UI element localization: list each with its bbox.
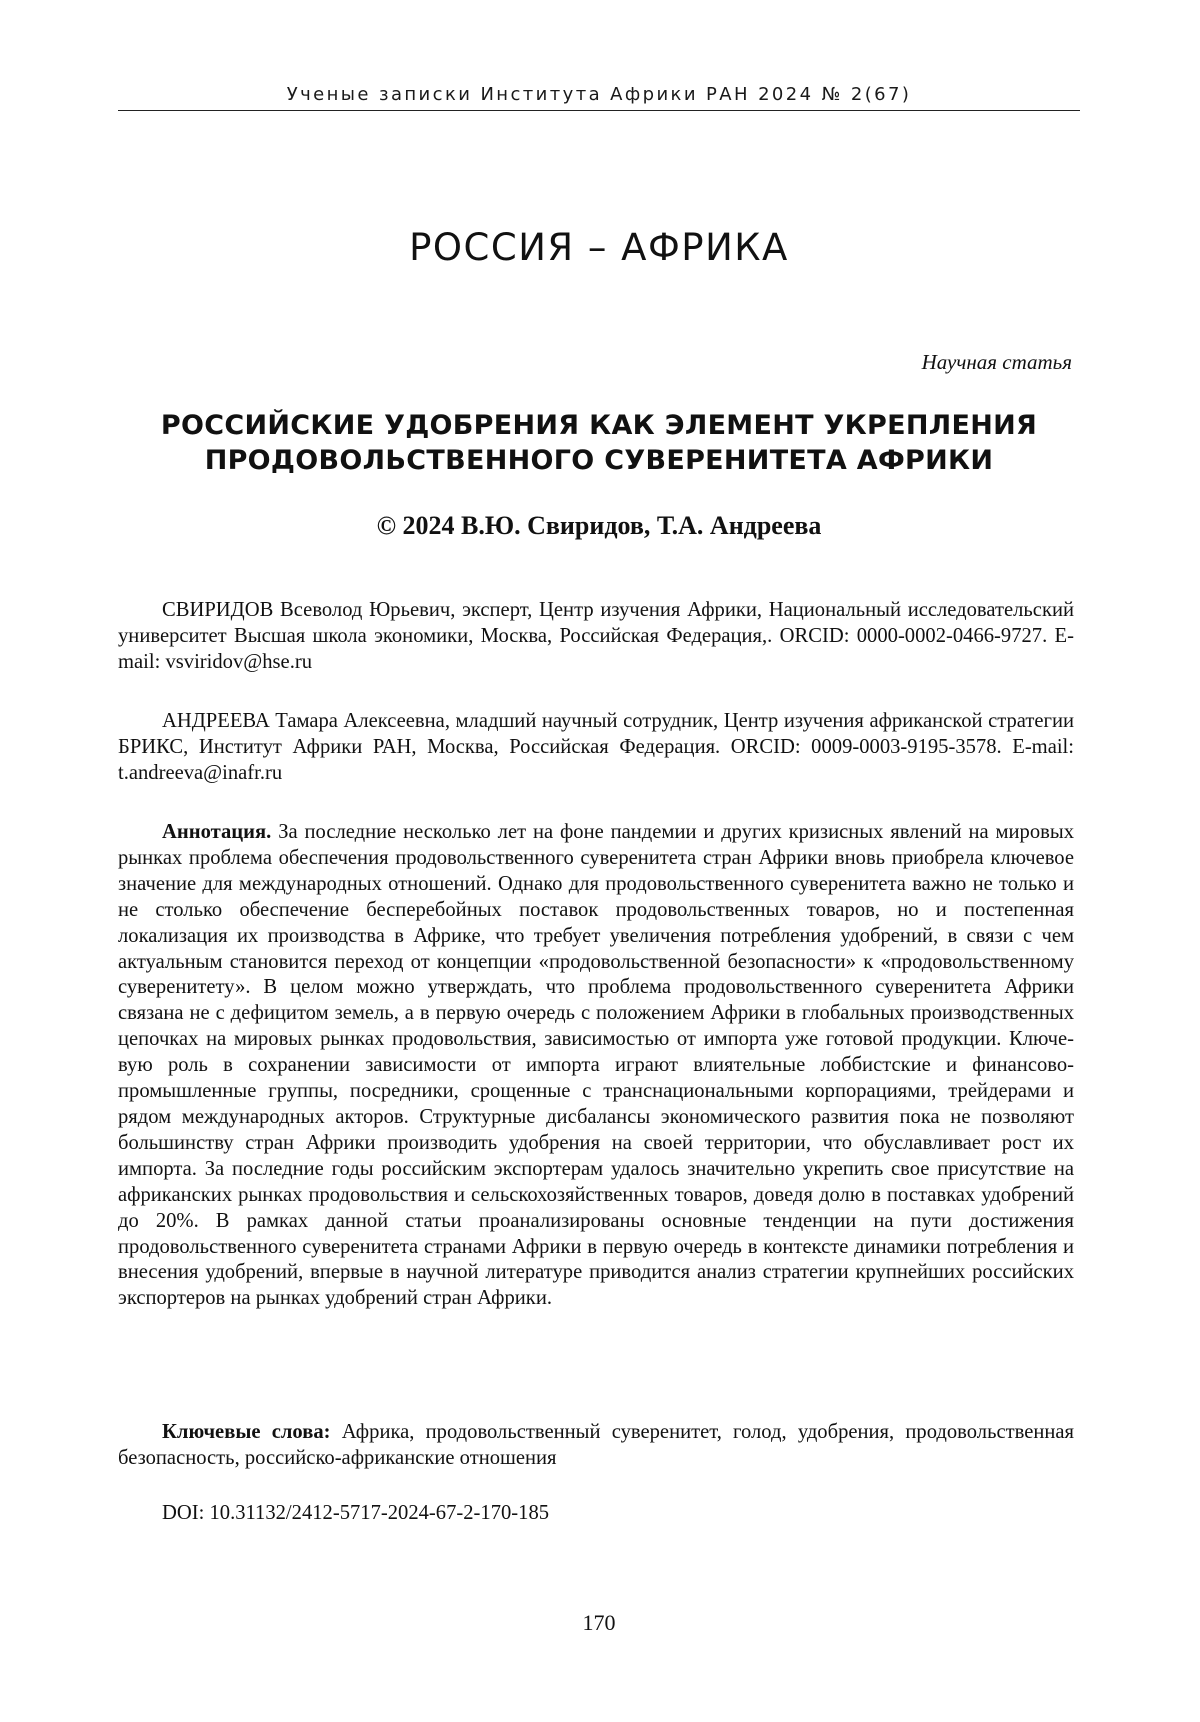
article-title: [118, 408, 1080, 478]
author-info-sviridov: СВИРИДОВ Всеволод Юрьевич, эксперт, Центр изучения Африки, Национальный исследовательский университет Высшая школа экономики, Москва, Российская Федерация,. ORCID: 0000-0002-0466-9727. E-mail: vsviridov@hse.ru: [118, 599, 1074, 673]
article-title-line-2: ПРОДОВОЛЬСТВЕННОГО СУВЕРЕНИТЕТА АФРИКИ: [204, 445, 994, 476]
abstract: [118, 820, 1074, 1312]
article-title-line-1: РОССИЙСКИЕ УДОБРЕНИЯ КАК ЭЛЕМЕНТ УКРЕПЛЕНИЯ: [160, 410, 1038, 441]
keywords-label: Ключевые слова:: [162, 1421, 331, 1443]
authors-line: © 2024 В.Ю. Свиридов, Т.А. Андреева: [376, 511, 822, 540]
abstract-label: Аннотация.: [162, 821, 272, 843]
doi: DOI: 10.31132/2412-5717-2024-67-2-170-185: [162, 1502, 550, 1524]
keywords-text: Африка, продовольственный суверенитет, голод, удобрения, продовольственная безопасность, российско-африканские отношения: [118, 1421, 1074, 1469]
header-rule: [118, 110, 1080, 111]
abstract-text: За последние несколько лет на фоне пандемии и других кризисных явлений на мировых рынках проблема обеспечения продовольственного суверенитета стран Африки вновь приобрела ключевое значение для международных отношений. Однако для продовольственного суверенитета важно не только и не столько обеспечение бесперебойных поставок продовольственных товаров, но и постепенная локализация их производства в Африке, что требует увеличения потребления удобрений, в связи с чем актуальным становится переход от концепции «продовольственной безопасности» к «продовольственному суверенитету». В целом можно утверждать, что проблема продовольственного суверенитета Африки связана не с дефицитом земель, а в первую очередь с положением Африки в глобальных производственных цепочках на мировых рынках продовольствия, зависимостью от импорта уже готовой продукции. Ключевую роль в сохранении зависимости от импорта играют влиятельные лоббистские и финансово-промышленные группы, посредники, срощенные с транснациональными корпорациями, трейдерами и рядом международных акторов. Структурные дисбалансы экономического развития пока не позволяют большинству стран Африки производить удобрения на своей территории, что обуславливает рост их импорта. За последние годы российским экспортерам удалось значительно укрепить свое присутствие на африканских рынках продовольствия и сельскохозяйственных товаров, доведя долю в поставках удобрений до 20%. В рамках данной статьи проанализированы основные тенденции на пути достижения продовольственного суверенитета странами Африки в первую очередь в контексте динамики потребления и внесения удобрений, впервые в научной литературе приводится анализ стратегии крупнейших российских экспортеров на рынках удобрений стран Африки.: [118, 821, 1074, 1310]
author-info-andreeva: АНДРЕЕВА Тамара Алексеевна, младший научный сотрудник, Центр изучения африканской стратегии БРИКС, Институт Африки РАН, Москва, Российская Федерация. ORCID: 0009-0003-9195-3578. E-mail: t.andreeva@inafr.ru: [118, 710, 1074, 784]
page-number: 170: [582, 1610, 616, 1635]
article-type: Научная статья: [921, 350, 1072, 374]
running-header: Ученые записки Института Африки РАН 2024 № 2(67): [286, 84, 912, 105]
section-title: РОССИЯ – АФРИКА: [409, 226, 789, 269]
keywords: [118, 1420, 1074, 1472]
